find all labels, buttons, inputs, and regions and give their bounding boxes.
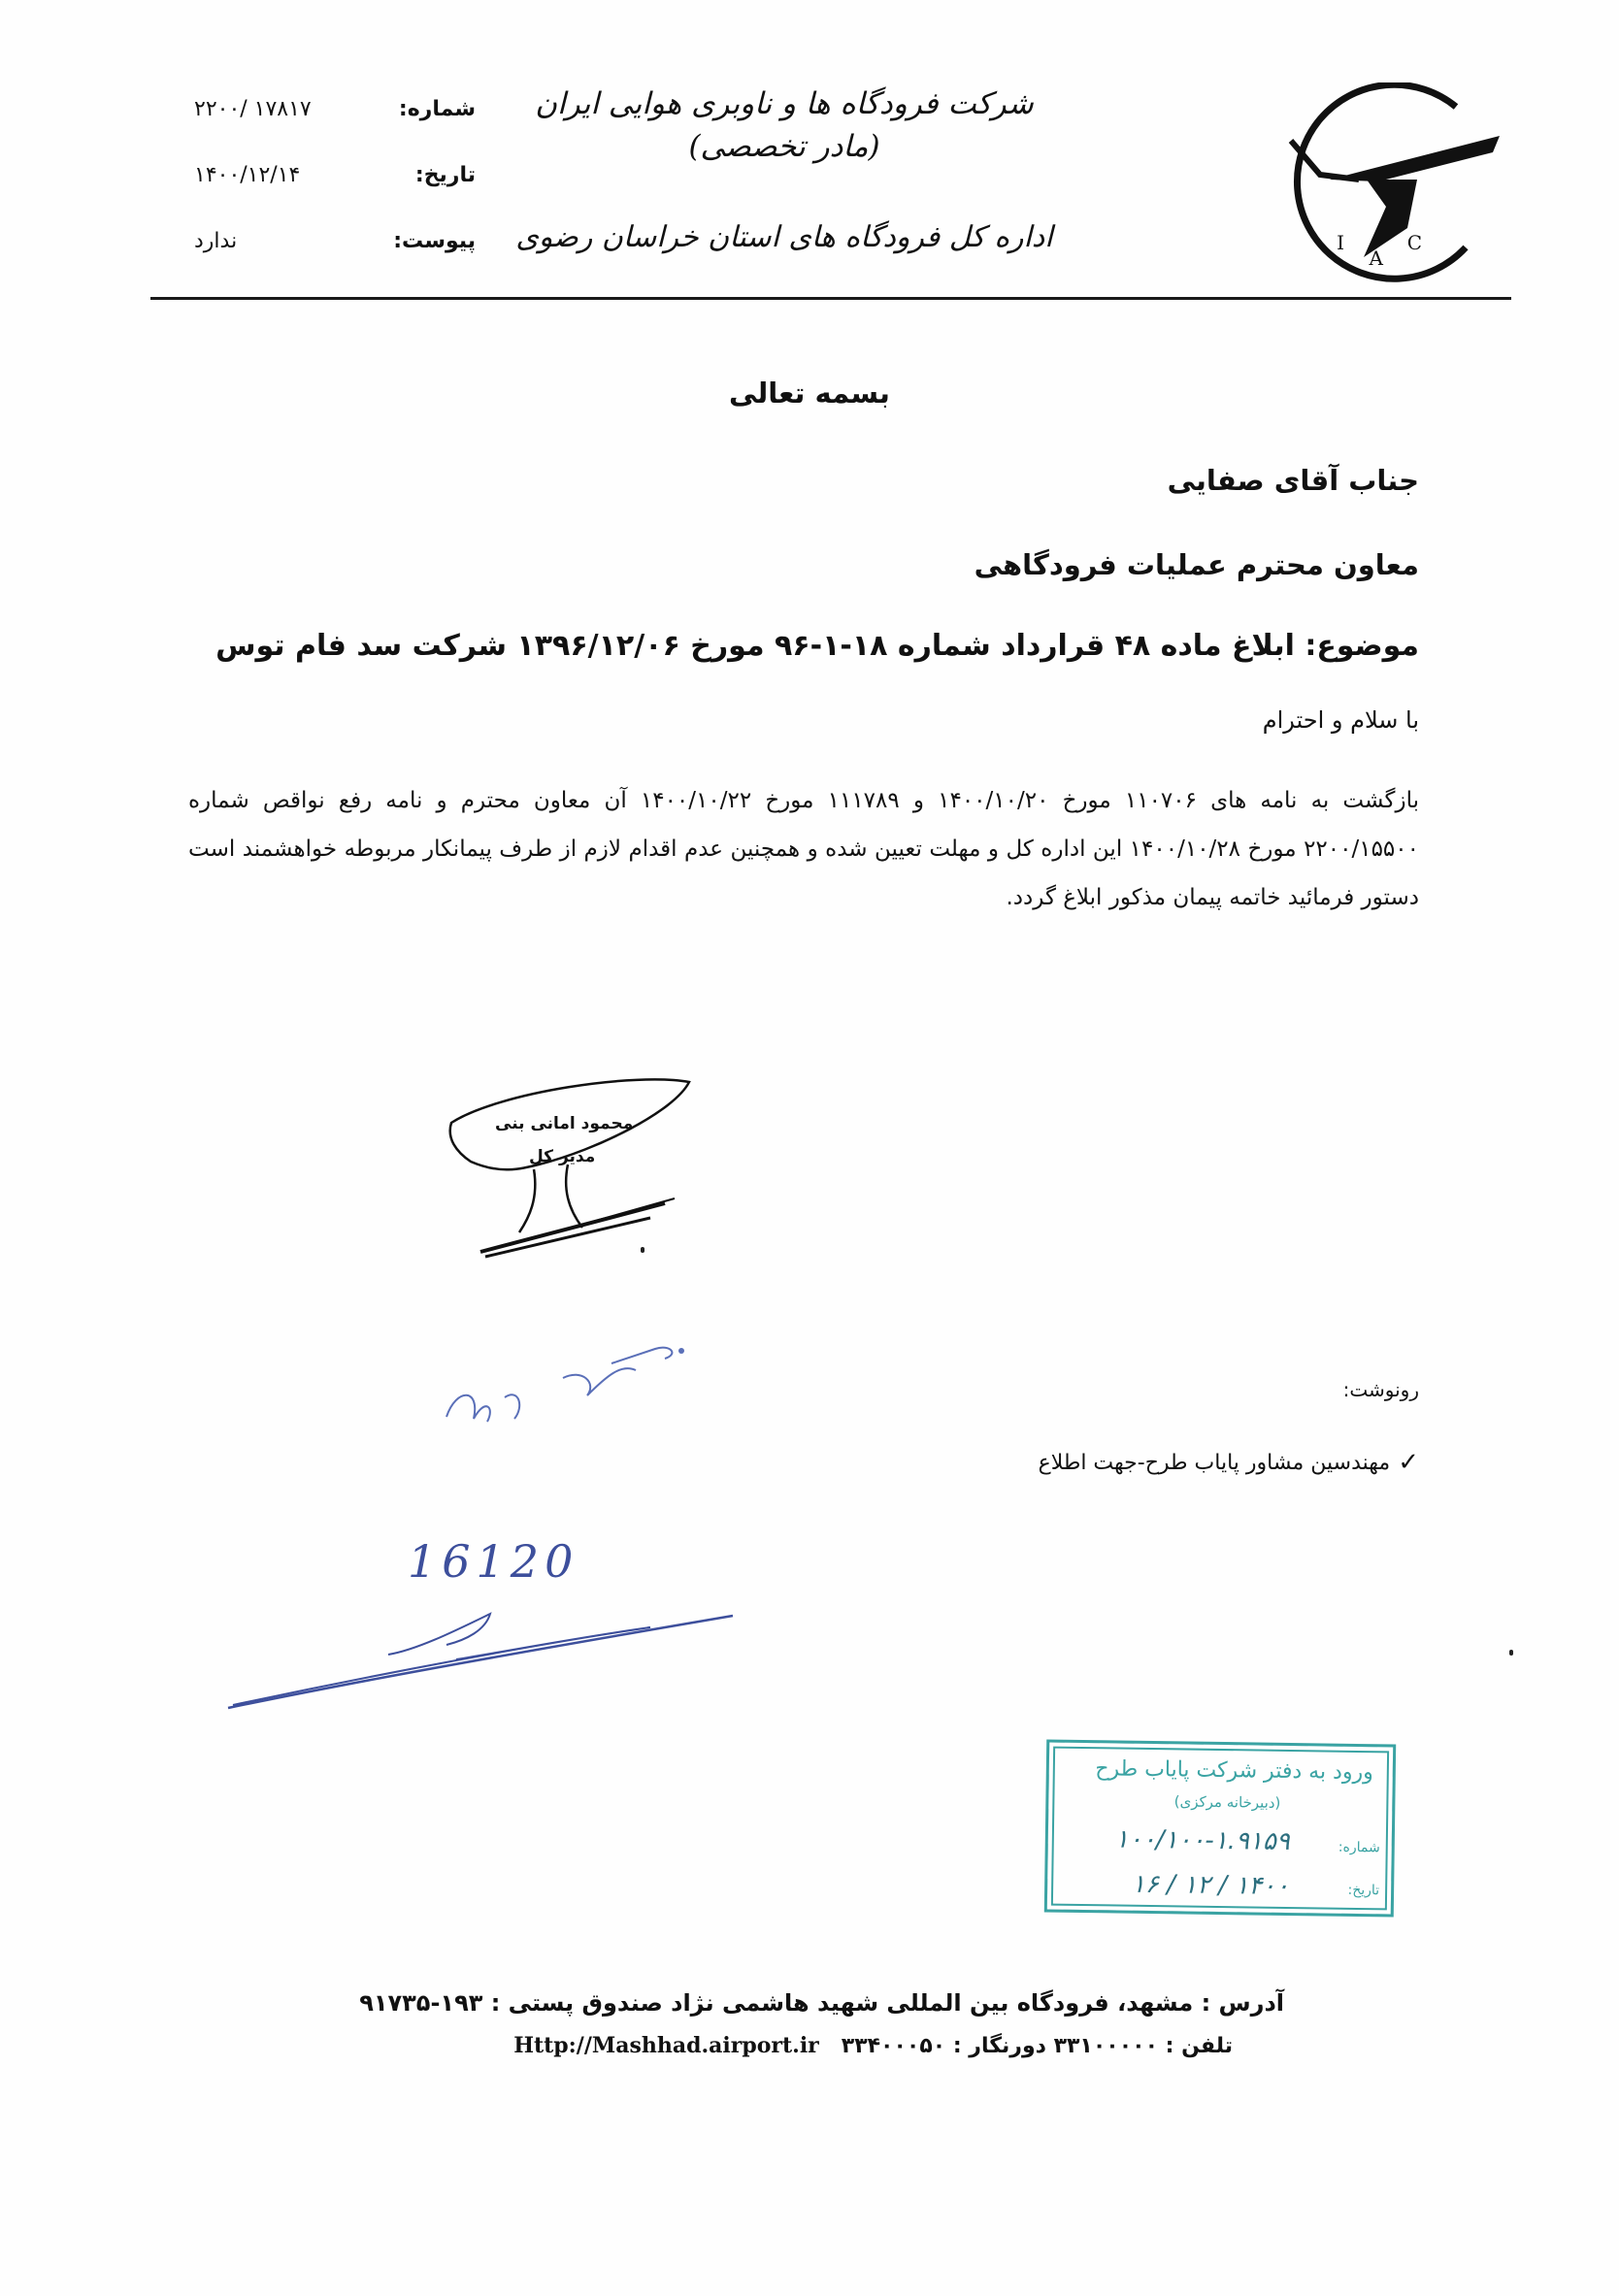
- logo-letter-i: I: [1337, 231, 1344, 254]
- footer-website-link[interactable]: Http://Mashhad.airport.ir: [513, 2033, 819, 2058]
- stamp-date-value: ۱۴۰۰ / ۱۲ / ۱۶: [1131, 1869, 1290, 1901]
- stamp-number-value: ۱۰۰/۱۰۰-۱.۹۱۵۹: [1114, 1824, 1291, 1857]
- logo-letter-a: A: [1369, 246, 1383, 270]
- cc-label: رونوشت:: [1342, 1378, 1419, 1401]
- meta-date-label: تاریخ:: [414, 163, 476, 187]
- scan-speck: [1509, 1650, 1513, 1656]
- letter-body: بازگشت به نامه های ۱۱۰۷۰۶ مورخ ۱۴۰۰/۱۰/۲۰ و ۱۱۱۷۸۹ مورخ ۱۴۰۰/۱۰/۲۲ آن معاون محترم و نامه رفع نواقص شماره ۲۲۰۰/۱۵۵۰۰ مورخ ۱۴۰۰/۱۰/۲۸ این اداره کل و مهلت تعیین شده و همچنین عدم اقدام لازم از طرف پیمانکار مربوطه خواهشمند است دستور فرمائید خاتمه پیمان مذکور ابلاغ گردد.: [188, 788, 1419, 910]
- meta-attachment-value: ندارد: [194, 229, 238, 253]
- footer-phone-fax: تلفن : ۳۳۱۰۰۰۰۰ دورنگار : ۳۳۴۰۰۰۵۰: [841, 2034, 1233, 2058]
- handwritten-initials-scribble: [223, 1596, 738, 1713]
- meta-number-row: [194, 97, 476, 163]
- meta-attachment-row: [194, 229, 476, 295]
- signatory-name: محمود امانی بنی: [495, 1114, 634, 1133]
- header-divider: [150, 297, 1511, 300]
- meta-date-row: [194, 163, 476, 229]
- letter-meta: [194, 97, 476, 295]
- stamp-number-label: شماره:: [1338, 1839, 1380, 1856]
- letter-heading: بسمه تعالی: [729, 377, 890, 410]
- recipient-name: جناب آقای صفایی: [1167, 464, 1419, 497]
- cc-item: [1039, 1450, 1419, 1475]
- organization-department: اداره کل فرودگاه های استان خراسان رضوی: [515, 220, 1053, 254]
- footer-address: آدرس : مشهد، فرودگاه بین المللی شهید هاشمی نژاد صندوق پستی : ۱۹۳-۹۱۷۳۵: [359, 1989, 1284, 2017]
- stamp-title: ورود به دفتر شرکت پایاب طرح: [1095, 1756, 1373, 1786]
- meta-attachment-label: پیوست:: [393, 229, 476, 253]
- meta-date-value: ۱۴۰۰/۱۲/۱۴: [194, 163, 301, 187]
- organization-title: [512, 82, 1056, 259]
- scan-speck: [641, 1247, 644, 1253]
- letter-greeting: با سلام و احترام: [1262, 706, 1419, 734]
- letter-subject: موضوع: ابلاغ ماده ۴۸ قرارداد شماره ۱۸-۱-۹۶ مورخ ۱۳۹۶/۱۲/۰۶ شرکت سد فام توس: [215, 629, 1419, 663]
- cc-item-text: مهندسین مشاور پایاب طرح-جهت اطلاع: [1038, 1450, 1391, 1475]
- signature-drawing: [442, 1072, 694, 1266]
- logo-letter-c: C: [1406, 231, 1422, 254]
- receipt-stamp: [1044, 1739, 1396, 1917]
- footer-contact: [513, 2033, 1233, 2058]
- meta-number-label: شماره:: [398, 97, 476, 121]
- stamp-subtitle: (دبیرخانه مرکزی): [1173, 1792, 1281, 1812]
- checkmark-icon: ✓: [1398, 1448, 1419, 1477]
- handwritten-note-scribble: [427, 1329, 699, 1436]
- meta-number-value: ۲۲۰۰/ ۱۷۸۱۷: [194, 97, 312, 121]
- organization-name: شرکت فرودگاه ها و ناوبری هوایی ایران (مادر تخصصی): [535, 86, 1034, 164]
- recipient-title: معاون محترم عملیات فرودگاهی: [974, 548, 1419, 581]
- handwritten-reference-number: 16120: [408, 1535, 579, 1588]
- airport-company-logo: [1262, 82, 1504, 296]
- signatory-title: مدیر کل: [529, 1147, 596, 1166]
- stamp-date-label: تاریخ:: [1347, 1882, 1380, 1899]
